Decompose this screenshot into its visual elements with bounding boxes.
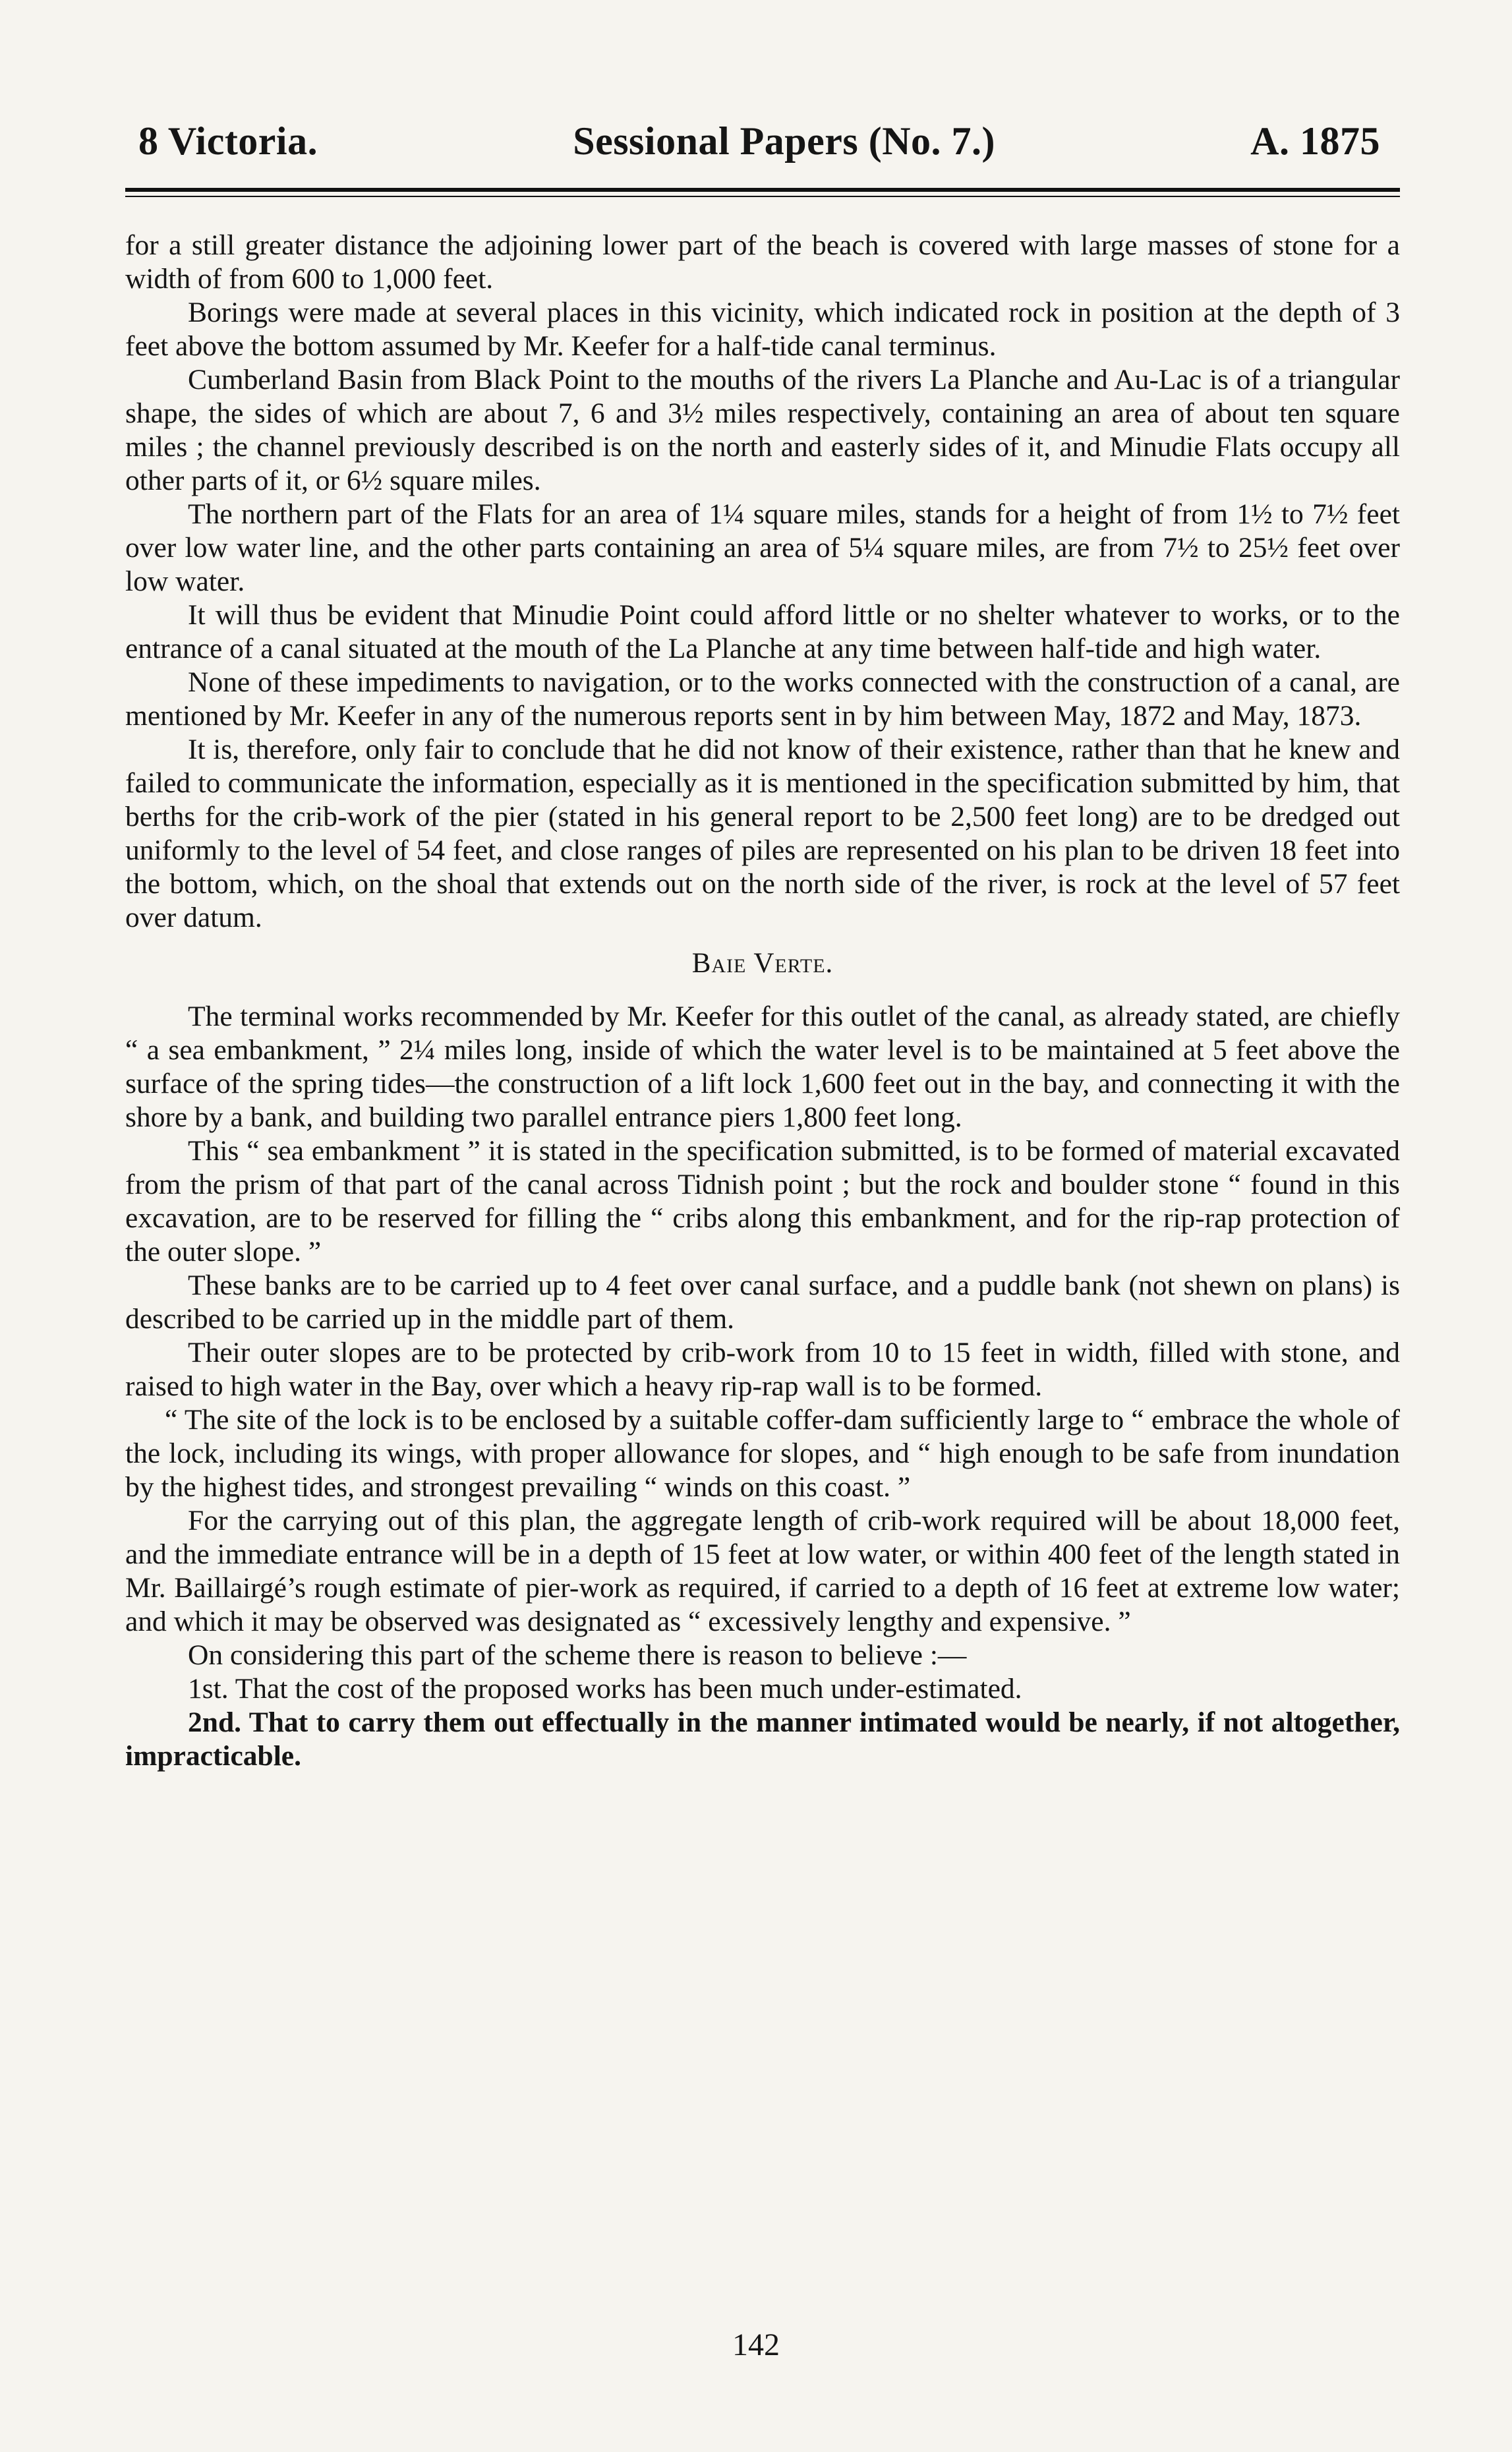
conclusion-first: 1st. That the cost of the proposed works has been much under-estimated. (188, 1673, 1022, 1705)
page-number: 142 (732, 2327, 780, 2362)
section-heading: Baie Verte. (691, 948, 834, 979)
paragraph: It will thus be evident that Minudie Point could afford little or no shelter whatever to works, or to the entrance of a canal situated at the mouth of the La Planche at any time between half-tide and high water. (125, 599, 1400, 664)
quoted-paragraph: “ The site of the lock is to be enclosed by a suitable coffer-dam sufficiently large to “ embrace the whole of the lock, including its wings, with proper allowance for slopes, and “ high enough to be safe from inundation by the highest tides, and strongest prevailing “ winds on this coast. ” (125, 1404, 1400, 1503)
paragraph: These banks are to be carried up to 4 feet over canal surface, and a puddle bank (not shewn on plans) is described to be carried up in the middle part of them. (125, 1270, 1400, 1335)
paragraph: This “ sea embankment ” it is stated in the specification submitted, is to be formed of material excavated from the prism of that part of the canal across Tidnish point ; but the rock and boulder stone “ found in this excavation, are to be reserved for filling the “ cribs along this embankment, and for the rip-rap protection of the outer slope. ” (125, 1135, 1400, 1268)
header-title: Sessional Papers (No. 7.) (573, 119, 996, 163)
running-header (125, 119, 1400, 164)
paragraph: It is, therefore, only fair to conclude that he did not know of their existence, rather than that he knew and failed to communicate the information, especially as it is mentioned in the specification submitted by him, that berths for the crib-work of the pier (stated in his general report to be 2,500 feet long) are to be dredged out uniformly to the level of 54 feet, and close ranges of piles are represented on his plan to be driven 18 feet into the bottom, which, on the shoal that extends out on the north side of the river, is rock at the level of 57 feet over datum. (125, 734, 1400, 933)
paragraph: The northern part of the Flats for an area of 1¼ square miles, stands for a height of from 1½ to 7½ feet over low water line, and the other parts containing an area of 5¼ square miles, are from 7½ to 25½ feet over low water. (125, 498, 1400, 597)
body-text (125, 229, 1400, 1773)
paragraph: for a still greater distance the adjoining lower part of the beach is covered with large masses of stone for a width of from 600 to 1,000 feet. (125, 229, 1400, 295)
header-volume: 8 Victoria. (138, 119, 318, 163)
paragraph: None of these impediments to navigation, or to the works connected with the construction of a canal, are mentioned by Mr. Keefer in any of the numerous reports sent in by him between May, 1872 and May, 1873. (125, 666, 1400, 732)
paragraph: Cumberland Basin from Black Point to the mouths of the rivers La Planche and Au-Lac is of a triangular shape, the sides of which are about 7, 6 and 3½ miles respectively, containing an area of about ten square miles ; the channel previously described is on the north and easterly sides of it, and Minudie Flats occupy all other parts of it, or 6½ square miles. (125, 364, 1400, 496)
paragraph: Their outer slopes are to be protected by crib-work from 10 to 15 feet in width, filled with stone, and raised to high water in the Bay, over which a heavy rip-rap wall is to be formed. (125, 1337, 1400, 1402)
conclusion-second: 2nd. That to carry them out effectually in the manner intimated would be nearly, if not altogether, impracticable. (125, 1707, 1400, 1772)
paragraph: On considering this part of the scheme there is reason to believe :— (188, 1639, 967, 1671)
header-rule-thick (125, 188, 1400, 192)
paragraph: The terminal works recommended by Mr. Keefer for this outlet of the canal, as already stated, are chiefly “ a sea embankment, ” 2¼ miles long, inside of which the water level is to be maintained at 5 feet above the surface of the spring tides—the construction of a lift lock 1,600 feet out in the bay, and connecting it with the shore by a bank, and building two parallel entrance piers 1,800 feet long. (125, 1001, 1400, 1133)
header-year: A. 1875 (1250, 119, 1380, 163)
paragraph: For the carrying out of this plan, the aggregate length of crib-work required will be about 18,000 feet, and the immediate entrance will be in a depth of 15 feet at low water, or within 400 feet of the length stated in Mr. Baillairgé’s rough estimate of pier-work as required, if carried to a depth of 16 feet at extreme low water; and which it may be observed was designated as “ excessively lengthy and expensive. ” (125, 1505, 1400, 1637)
header-rule-thin (125, 196, 1400, 197)
paragraph: Borings were made at several places in this vicinity, which indicated rock in position at the depth of 3 feet above the bottom assumed by Mr. Keefer for a half-tide canal terminus. (125, 297, 1400, 362)
